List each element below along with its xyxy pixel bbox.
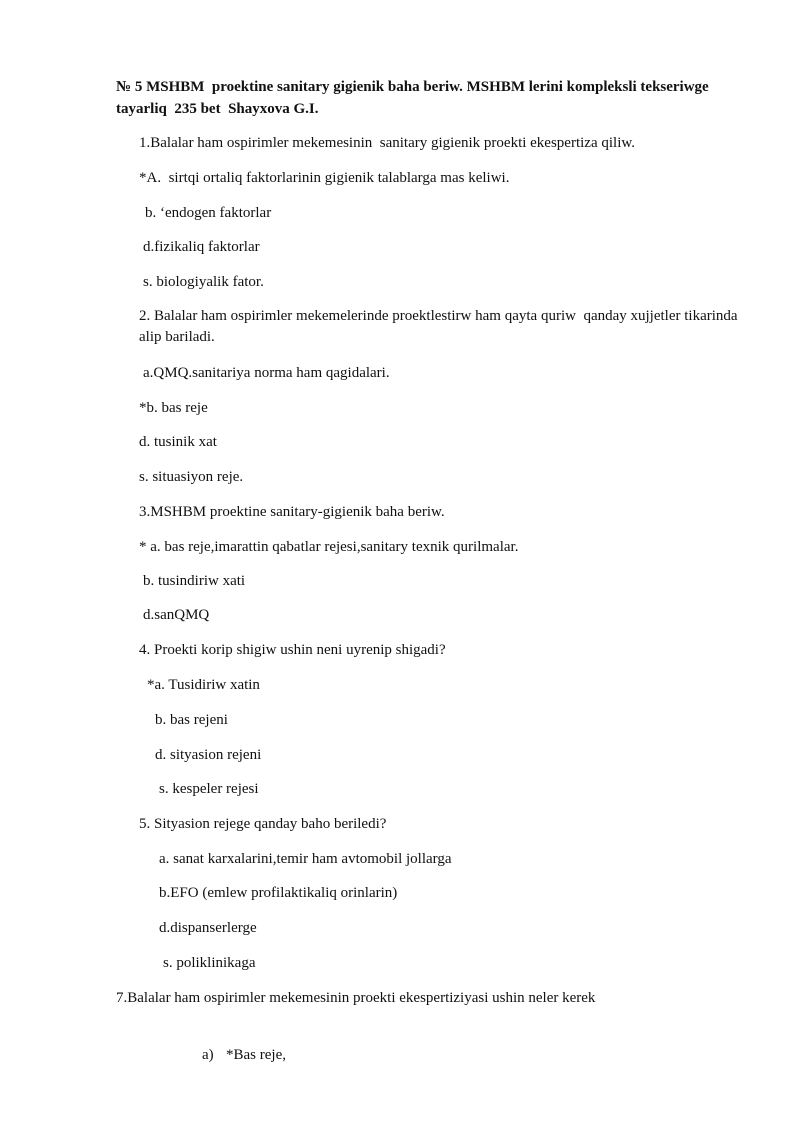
answer-5d: d.dispanserlerge	[159, 920, 257, 936]
question-2: 2. Balalar ham ospirimler mekemelerinde proektlestirw ham qayta quriw qanday xujjetler tikarinda alip bariladi.	[139, 308, 742, 345]
answer-3a: * a. bas reje,imarattin qabatlar rejesi,sanitary texnik qurilmalar.	[139, 539, 519, 555]
list-marker: a)	[202, 1047, 214, 1063]
answer-1d: d.fizikaliq faktorlar	[143, 239, 260, 255]
question-4: 4. Proekti korip shigiw ushin neni uyrenip shigadi?	[139, 642, 446, 658]
document-title: № 5 MSHBM proektine sanitary gigienik baha beriw. MSHBM lerini kompleksli tekseriwge tayarliq 235 bet Shayxova G.I.	[116, 79, 713, 117]
answer-3d: d.sanQMQ	[143, 607, 210, 623]
answer-3b: b. tusindiriw xati	[143, 573, 246, 589]
question-7: 7.Balalar ham ospirimler mekemesinin proekti ekespertiziyasi ushin neler kerek	[116, 990, 596, 1006]
answer-7a	[187, 1024, 286, 1087]
answer-4a: *a. Tusidiriw xatin	[147, 677, 260, 693]
question-3: 3.MSHBM proektine sanitary-gigienik baha beriw.	[139, 504, 445, 520]
answer-4d: d. sityasion rejeni	[155, 747, 262, 763]
answer-5b: b.EFO (emlew profilaktikaliq orinlarin)	[159, 885, 398, 901]
answer-2b: *b. bas reje	[139, 400, 208, 416]
answer-2d: d. tusinik xat	[139, 434, 217, 450]
answer-1a: *A. sirtqi ortaliq faktorlarinin gigienik talablarga mas keliwi.	[139, 170, 510, 186]
answer-2s: s. situasiyon reje.	[139, 469, 244, 485]
answer-4b: b. bas rejeni	[155, 712, 228, 728]
question-1: 1.Balalar ham ospirimler mekemesinin sanitary gigienik proekti ekespertiza qiliw.	[139, 135, 635, 151]
answer-4s: s. kespeler rejesi	[159, 781, 259, 797]
answer-1b: b. ‘endogen faktorlar	[145, 205, 272, 221]
question-5: 5. Sityasion rejege qanday baho beriledi?	[139, 816, 387, 832]
answer-2a: a.QMQ.sanitariya norma ham qagidalari.	[143, 365, 390, 381]
answer-1s: s. biologiyalik fator.	[143, 274, 264, 290]
answer-5s: s. poliklinikaga	[163, 955, 256, 971]
answer-5a: a. sanat karxalarini,temir ham avtomobil jollarga	[159, 851, 452, 867]
list-item-text: *Bas reje,	[226, 1047, 286, 1063]
